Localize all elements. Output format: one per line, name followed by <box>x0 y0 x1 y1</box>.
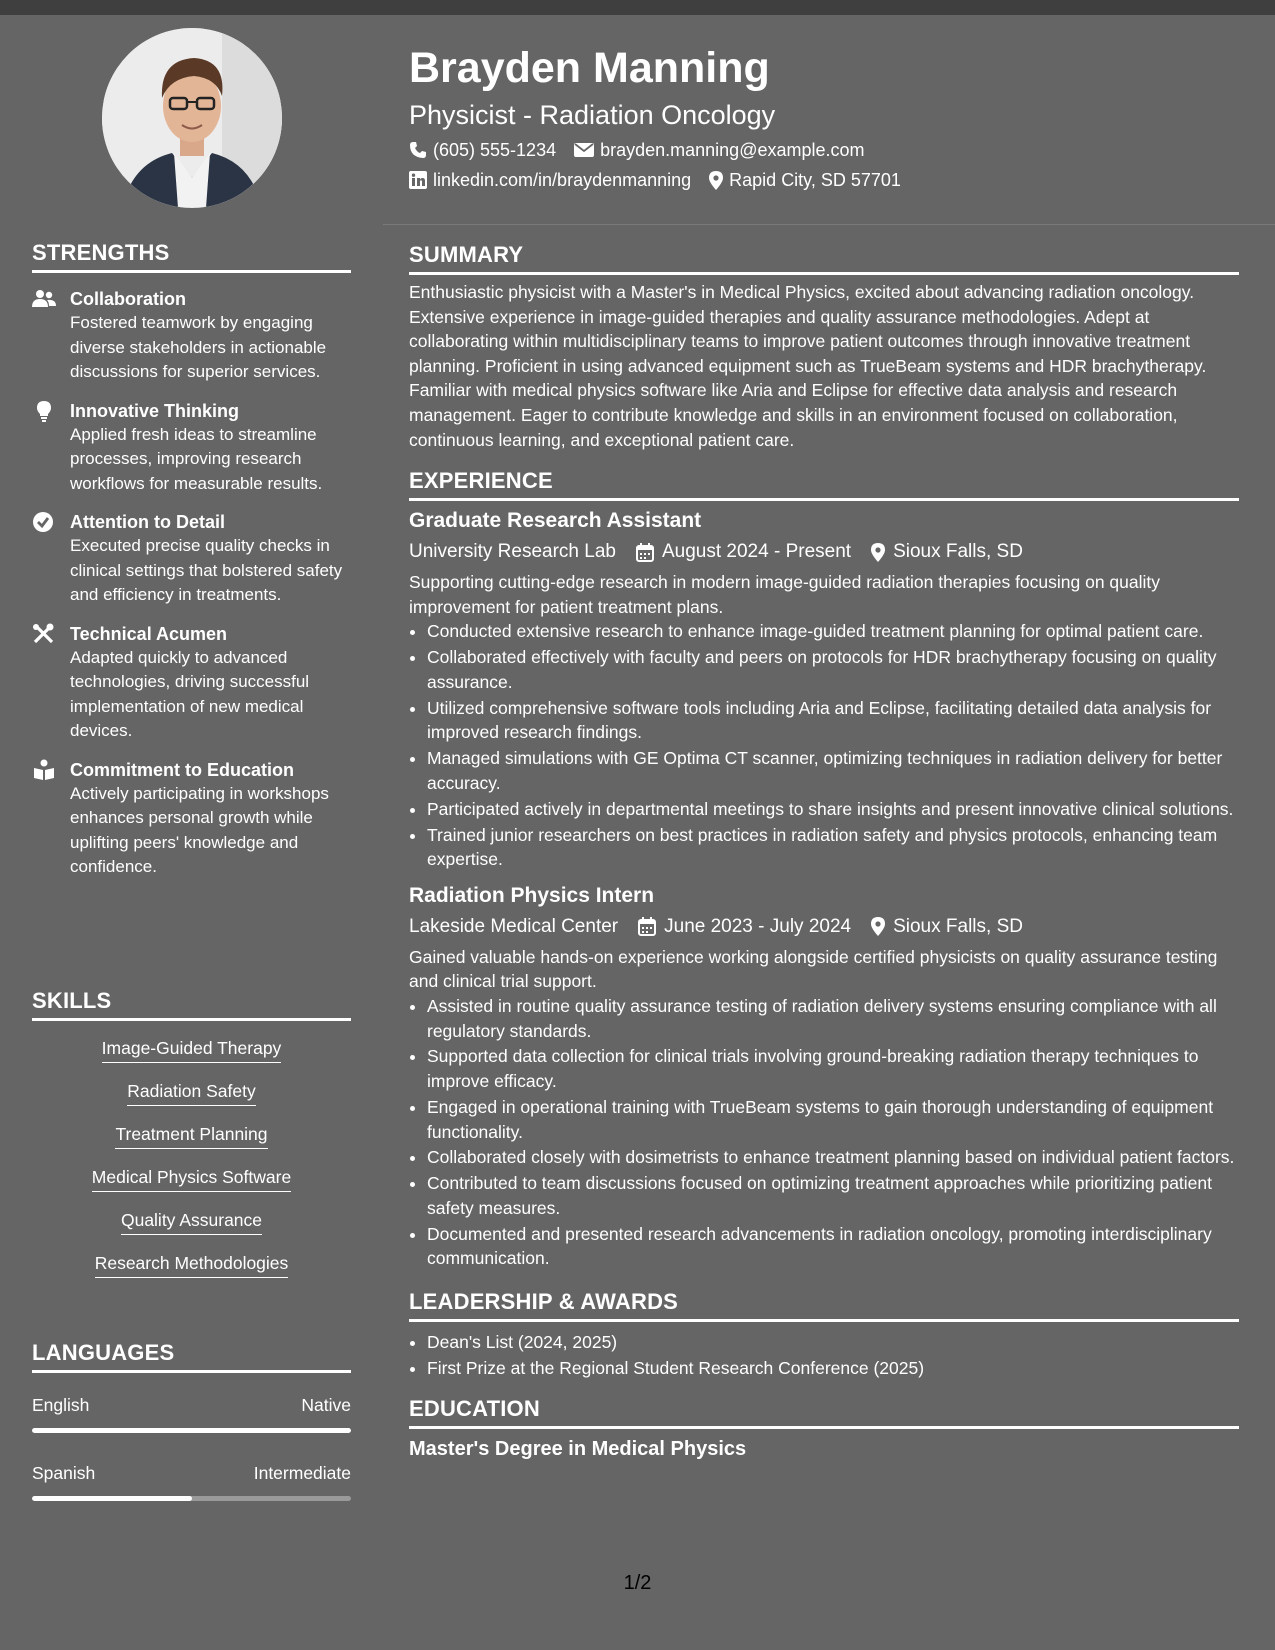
top-bar <box>0 0 1275 15</box>
phone-number: (605) 555-1234 <box>433 140 557 160</box>
location-text: Rapid City, SD 57701 <box>729 170 901 190</box>
right-column <box>409 242 1239 1463</box>
list-item: • Managed simulations with GE Optima CT scanner, optimizing techniques in radiation delivery for better accuracy. <box>427 746 1239 795</box>
linkedin-icon <box>409 171 427 189</box>
skill-tag: Medical Physics Software <box>92 1166 291 1192</box>
language-name: Spanish <box>32 1463 96 1483</box>
strength-title: Technical Acumen <box>70 623 228 644</box>
email-link[interactable]: brayden.manning@example.com <box>600 140 865 160</box>
list-item: • Documented and presented research advancements in radiation oncology, promoting interdisciplinary communication. <box>427 1222 1239 1271</box>
list-item: • Conducted extensive research to enhance image-guided treatment planning for optimal patient care. <box>427 619 1239 644</box>
job-dates: August 2024 - Present <box>661 541 852 563</box>
skill-tag: Image-Guided Therapy <box>102 1037 282 1063</box>
strength-desc: Adapted quickly to advanced technologies, driving successful implementation of new medical devices. <box>70 647 310 740</box>
header-divider <box>383 224 1275 225</box>
list-item: • Supported data collection for clinical trials involving ground-breaking radiation therapy techniques to improve efficacy. <box>427 1044 1239 1093</box>
strength-title: Commitment to Education <box>70 759 294 780</box>
summary-heading: SUMMARY <box>409 242 1239 275</box>
strength-desc: Fostered teamwork by engaging diverse stakeholders in actionable discussions for superior services. <box>70 313 327 381</box>
profile-photo <box>102 28 282 208</box>
email-icon <box>574 142 594 158</box>
strength-item <box>32 287 351 385</box>
summary-section <box>409 242 1239 452</box>
strengths-section <box>32 240 351 894</box>
check-circle-icon <box>32 511 56 533</box>
language-level: Intermediate <box>253 1463 351 1483</box>
strength-title: Innovative Thinking <box>70 400 240 421</box>
list-item: • Participated actively in departmental meetings to share insights and present innovative clinical solutions. <box>427 797 1239 822</box>
strength-desc: Actively participating in workshops enhances personal growth while uplifting peers' knowledge and confidence. <box>70 783 329 876</box>
lightbulb-icon <box>32 400 56 422</box>
calendar-icon <box>636 543 654 562</box>
language-proficiency-bar <box>32 1496 351 1501</box>
list-item: • Collaborated effectively with faculty and peers on protocols for HDR brachytherapy focusing on quality assurance. <box>427 645 1239 694</box>
language-name: English <box>32 1395 90 1415</box>
skill-tag: Research Methodologies <box>95 1252 289 1278</box>
skill-tag: Radiation Safety <box>127 1080 255 1106</box>
users-icon <box>32 288 56 310</box>
language-proficiency-bar <box>32 1428 351 1433</box>
language-item <box>32 1393 351 1433</box>
job-bullets <box>409 619 1239 871</box>
job-dates: June 2023 - July 2024 <box>664 915 852 937</box>
list-item: • Trained junior researchers on best practices in radiation safety and physics protocols, enhancing team expertise. <box>427 823 1239 872</box>
book-reader-icon <box>32 759 56 781</box>
job-entry <box>409 882 1239 1271</box>
list-item: • Contributed to team discussions focused on optimizing treatment approaches while prioritizing patient safety measures. <box>427 1171 1239 1220</box>
list-item: • Utilized comprehensive software tools including Aria and Eclipse, facilitating detailed data analysis for improved research findings. <box>427 696 1239 745</box>
strength-desc: Applied fresh ideas to streamline processes, improving research workflows for measurable results. <box>70 424 323 493</box>
linkedin-link[interactable]: linkedin.com/in/braydenmanning <box>433 170 692 190</box>
list-item: • First Prize at the Regional Student Research Conference (2025) <box>427 1356 1239 1381</box>
job-location: Sioux Falls, SD <box>893 915 1023 937</box>
job-org: Lakeside Medical Center <box>409 915 619 937</box>
strength-title: Collaboration <box>70 289 186 309</box>
degree-title: Master's Degree in Medical Physics <box>409 1438 747 1461</box>
job-description: Gained valuable hands-on experience working alongside certified physicists on quality assurance testing and clinical trial support. <box>409 946 1218 992</box>
list-item: • Collaborated closely with dosimetrists to enhance treatment planning based on individual patient factors. <box>427 1145 1239 1170</box>
strength-desc: Executed precise quality checks in clinical settings that bolstered safety and efficiency in treatments. <box>70 536 343 604</box>
languages-heading: LANGUAGES <box>32 1340 351 1373</box>
language-item <box>32 1461 351 1501</box>
education-section <box>409 1396 1239 1463</box>
contact-row <box>409 168 1239 192</box>
awards-section <box>409 1289 1239 1380</box>
job-description: Supporting cutting-edge research in modern image-guided radiation therapies focusing on quality improvement for patient treatment plans. <box>409 572 1161 617</box>
job-org: University Research Lab <box>409 541 616 563</box>
strength-title: Attention to Detail <box>70 512 225 532</box>
skills-section <box>32 988 351 1295</box>
job-meta <box>409 539 1239 565</box>
resume-header <box>409 40 1239 192</box>
strength-item <box>32 510 351 608</box>
job-title: Radiation Physics Intern <box>409 883 655 907</box>
experience-heading: EXPERIENCE <box>409 468 1239 501</box>
job-meta <box>409 914 1239 940</box>
candidate-role: Physicist - Radiation Oncology <box>409 100 776 130</box>
list-item: • Dean's List (2024, 2025) <box>427 1330 1239 1355</box>
language-level: Native <box>301 1395 351 1415</box>
skill-tag: Quality Assurance <box>121 1209 262 1235</box>
location-icon <box>871 917 885 936</box>
job-entry <box>409 507 1239 872</box>
job-bullets <box>409 994 1239 1271</box>
skill-tag: Treatment Planning <box>115 1123 267 1149</box>
calendar-icon <box>638 917 656 936</box>
awards-list <box>409 1330 1239 1380</box>
page-number: 1/2 <box>623 1572 652 1594</box>
tools-icon <box>32 623 56 645</box>
languages-section <box>32 1340 351 1501</box>
location-icon <box>709 171 723 190</box>
strength-item <box>32 758 351 880</box>
strengths-heading: STRENGTHS <box>32 240 351 273</box>
job-location: Sioux Falls, SD <box>893 541 1023 563</box>
summary-text: Enthusiastic physicist with a Master's in Medical Physics, excited about advancing radiation oncology. Extensive experience in image-guided therapies and quality assurance methodologies. Adept at collaborating within multidisciplinary teams to improve patient outcomes through innovative treatment planning. Proficient in using advanced equipment such as TrueBeam systems and HDR brachytherapy. Familiar with medical physics software like Aria and Eclipse for effective data analysis and research management. Eager to contribute knowledge and skills in an environment focused on collaboration, continuous learning, and exceptional patient care. <box>409 282 1207 450</box>
list-item: • Assisted in routine quality assurance testing of radiation delivery systems ensuring compliance with all regulatory standards. <box>427 994 1239 1043</box>
strength-item <box>32 399 351 497</box>
skills-heading: SKILLS <box>32 988 351 1021</box>
candidate-name: Brayden Manning <box>409 44 770 92</box>
job-title: Graduate Research Assistant <box>409 509 702 533</box>
list-item: • Engaged in operational training with TrueBeam systems to gain thorough understanding of equipment functionality. <box>427 1095 1239 1144</box>
education-heading: EDUCATION <box>409 1396 1239 1429</box>
location-icon <box>871 543 885 562</box>
contact-row <box>409 138 1239 162</box>
phone-icon <box>409 141 427 159</box>
experience-section <box>409 468 1239 1271</box>
strength-item <box>32 622 351 744</box>
awards-heading: LEADERSHIP & AWARDS <box>409 1289 1239 1322</box>
